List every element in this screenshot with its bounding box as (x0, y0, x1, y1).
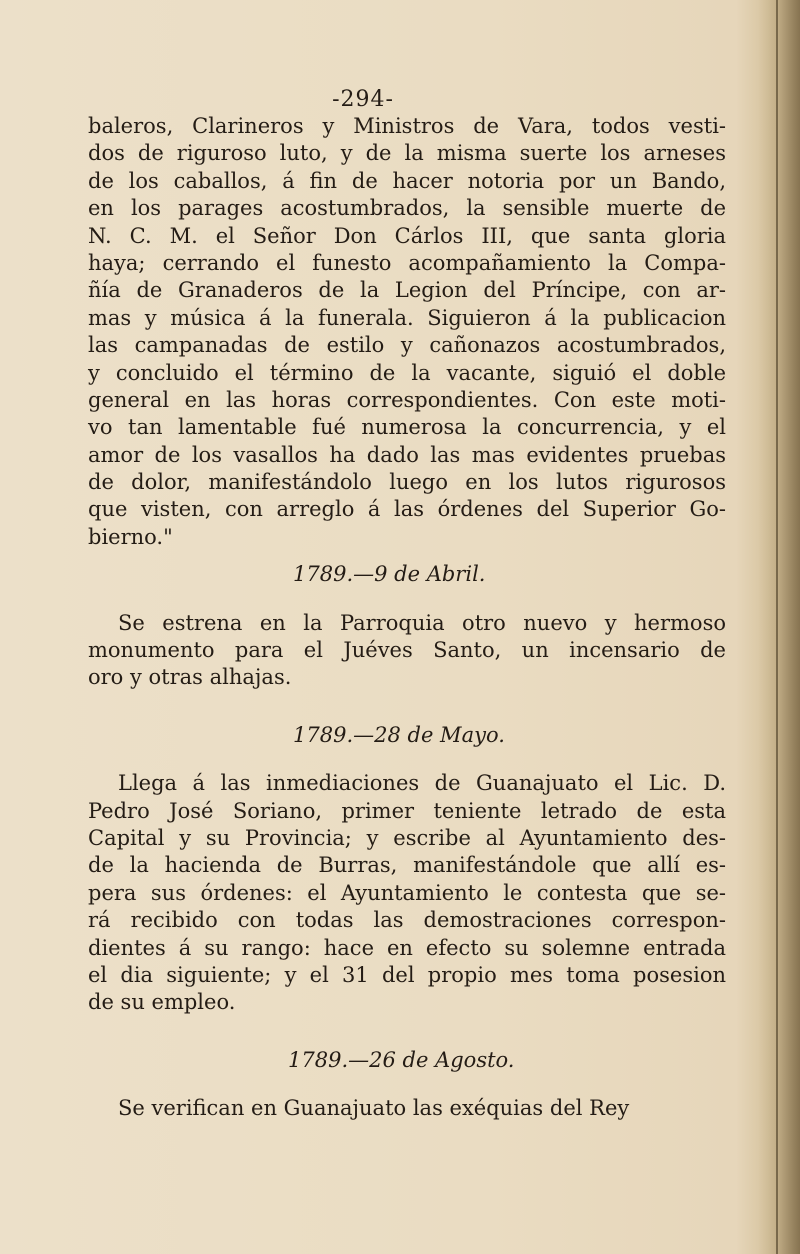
text-line: rá recibido con todas las demostraciones correspon- (88, 908, 726, 933)
text-line: Se estrena en la Parroquia otro nuevo y hermoso (118, 610, 726, 635)
page-edge-line (776, 0, 778, 1254)
text-line: baleros, Clarineros y Ministros de Vara, todos vesti- (88, 114, 726, 138)
text-line: pera sus órdenes: el Ayuntamiento le contesta que se- (88, 880, 726, 905)
page-edge-shadow (758, 0, 800, 1254)
page-number: -294- (332, 87, 394, 112)
text-line: dos de riguroso luto, y de la misma suerte los arneses (88, 141, 726, 166)
text-line: oro y otras alhajas. (88, 665, 292, 690)
text-line: en los parages acostumbrados, la sensible muerte de (88, 196, 726, 221)
text-line: general en las horas correspondientes. Con este moti- (88, 387, 726, 412)
text-line: N. C. M. el Señor Don Cárlos III, que santa gloria (88, 223, 726, 248)
paragraph (88, 1095, 726, 1122)
text-line: Llega á las inmediaciones de Guanajuato el Lic. D. (118, 771, 726, 796)
paragraph (88, 113, 726, 551)
text-line: Pedro José Soriano, primer teniente letrado de esta (88, 798, 726, 823)
text-line: el dia siguiente; y el 31 del propio mes toma posesion (88, 962, 726, 987)
text-line: vo tan lamentable fué numerosa la concurrencia, y el (88, 415, 726, 440)
date-heading: 1789.—28 de Mayo. (293, 722, 505, 747)
page-text (88, 113, 726, 1123)
text-line: amor de los vasallos ha dado las mas evidentes pruebas (88, 442, 726, 467)
text-line: y concluido el término de la vacante, siguió el doble (88, 360, 726, 385)
text-line: monumento para el Juéves Santo, un incensario de (88, 638, 726, 663)
date-heading: 1789.—9 de Abril. (293, 562, 486, 587)
text-line: que visten, con arreglo á las órdenes del Superior Go- (88, 497, 726, 522)
text-line: de la hacienda de Burras, manifestándole que allí es- (88, 853, 726, 878)
text-line: Se verifican en Guanajuato las exéquias del Rey (118, 1096, 630, 1121)
text-line: haya; cerrando el funesto acompañamiento la Compa- (88, 250, 726, 275)
paragraph (88, 610, 726, 692)
text-line: las campanadas de estilo y cañonazos acostumbrados, (88, 333, 726, 358)
text-line: mas y música á la funerala. Siguieron á la publicacion (88, 305, 726, 330)
text-line: de dolor, manifestándolo luego en los lutos rigurosos (88, 470, 726, 495)
date-heading: 1789.—26 de Agosto. (288, 1047, 515, 1072)
text-line: Capital y su Provincia; y escribe al Ayuntamiento des- (88, 825, 726, 850)
paragraph (88, 770, 726, 1017)
text-line: de los caballos, á fin de hacer notoria por un Bando, (88, 168, 726, 193)
text-line: bierno." (88, 524, 173, 549)
text-line: dientes á su rango: hace en efecto su solemne entrada (88, 935, 726, 960)
text-line: ñía de Granaderos de la Legion del Príncipe, con ar- (88, 278, 726, 303)
text-line: de su empleo. (88, 990, 236, 1015)
